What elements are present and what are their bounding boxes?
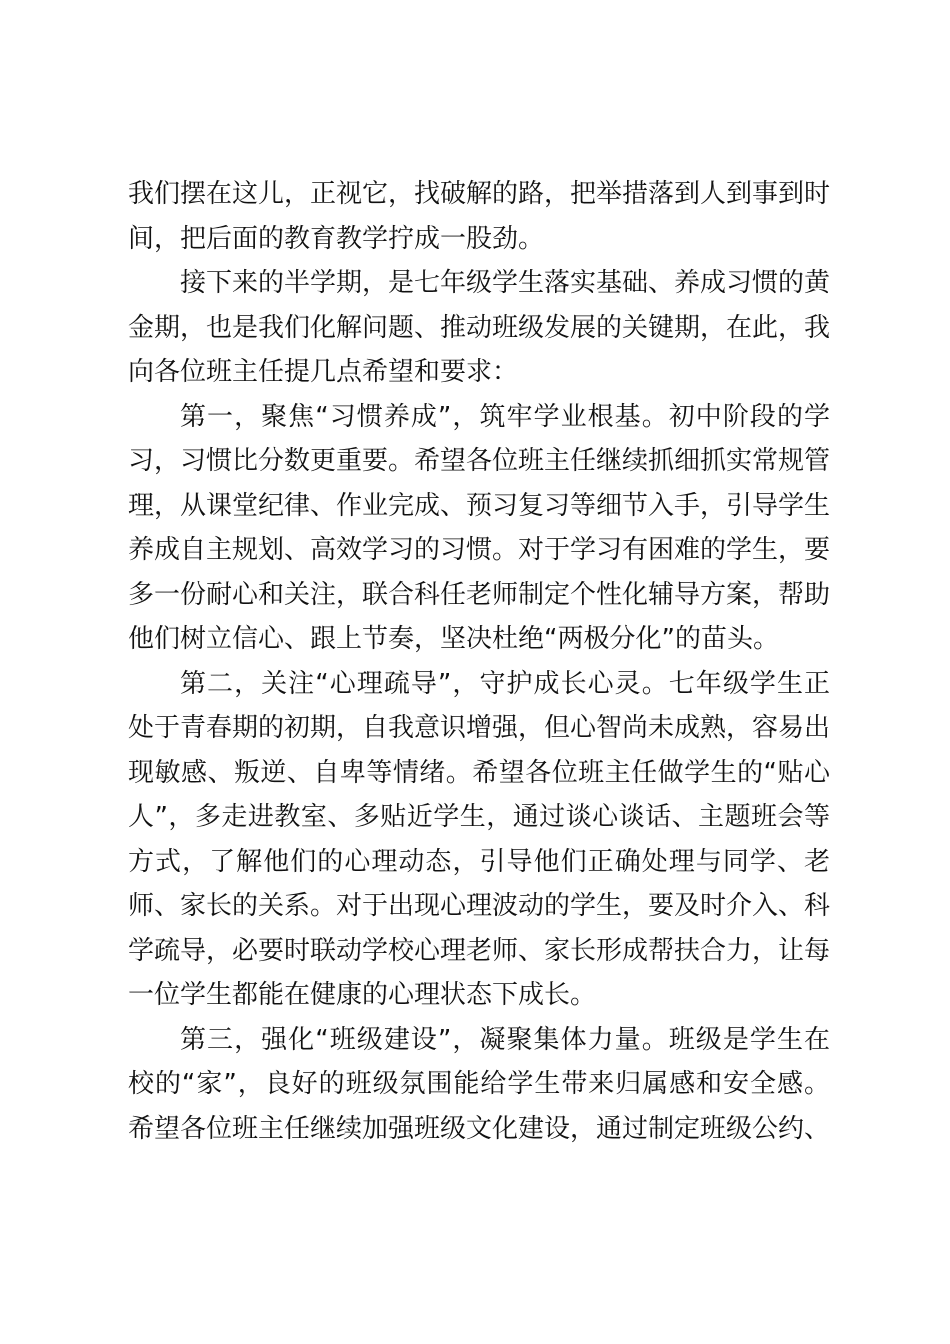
- paragraph-3: 第一，聚焦“习惯养成”，筑牢学业根基。初中阶段的学习，习惯比分数更重要。希望各位班主任继续抓细抓实常规管理，从课堂纪律、作业完成、预习复习等细节入手，引导学生养成自主规划、高效学习的习惯。对于学习有困难的学生，要多一份耐心和关注，联合科任老师制定个性化辅导方案，帮助他们树立信心、跟上节奏，坚决杜绝“两极分化”的苗头。: [128, 401, 831, 654]
- paragraph-5: 第三，强化“班级建设”，凝聚集体力量。班级是学生在校的“家”，良好的班级氛围能给学生带来归属感和安全感。希望各位班主任继续加强班级文化建设，通过制定班级公约、: [128, 1024, 831, 1144]
- paragraph-1: 我们摆在这儿，正视它，找破解的路，把举措落到人到事到时间，把后面的教育教学拧成一股劲。: [128, 179, 831, 254]
- paragraph-4: 第二，关注“心理疏导”，守护成长心灵。七年级学生正处于青春期的初期，自我意识增强，但心智尚未成熟，容易出现敏感、叛逆、自卑等情绪。希望各位班主任做学生的“贴心人”，多走进教室、多贴近学生，通过谈心谈话、主题班会等方式，了解他们的心理动态，引导他们正确处理与同学、老师、家长的关系。对于出现心理波动的学生，要及时介入、科学疏导，必要时联动学校心理老师、家长形成帮扶合力，让每一位学生都能在健康的心理状态下成长。: [128, 668, 831, 1010]
- paragraph-2: 接下来的半学期，是七年级学生落实基础、养成习惯的黄金期，也是我们化解问题、推动班级发展的关键期，在此，我向各位班主任提几点希望和要求：: [128, 268, 831, 387]
- document-body: [128, 172, 830, 1151]
